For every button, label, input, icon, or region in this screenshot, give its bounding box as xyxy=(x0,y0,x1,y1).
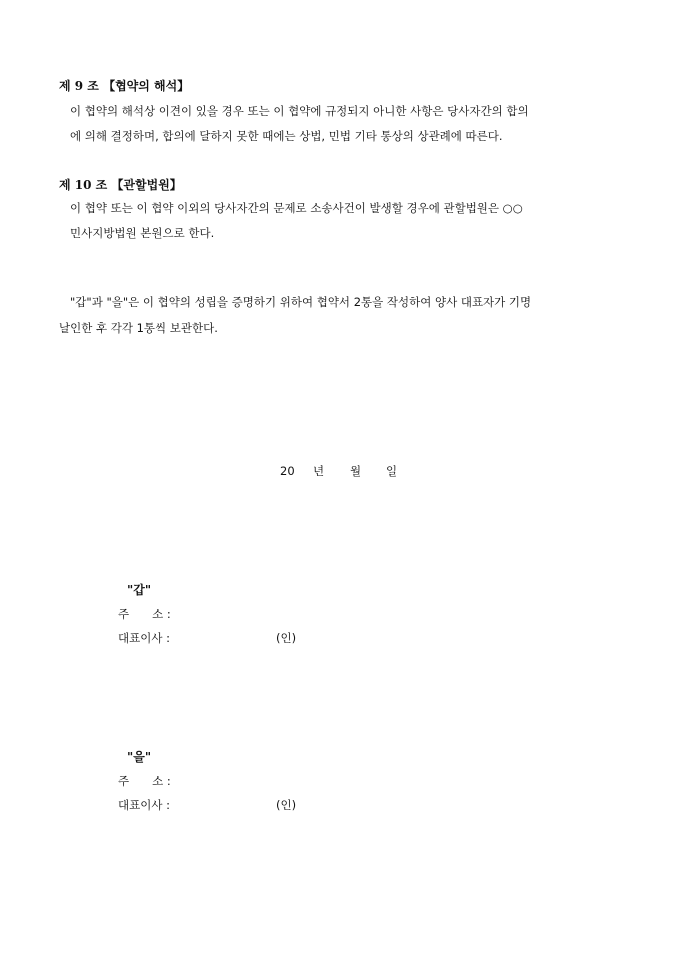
article-9-line-1: 이 협약의 해석상 이견이 있을 경우 또는 이 협약에 규정되지 아니한 사항은 당사자간의 합의 xyxy=(70,104,529,118)
article-10-line-1: 이 협약 또는 이 협약 이외의 당사자간의 문제로 소송사건이 발생할 경우에 관할법원은 ○○ xyxy=(70,201,523,215)
party-b-seal-mark: (인) xyxy=(276,798,297,812)
date-month-unit: 월 xyxy=(350,464,362,478)
party-b-address-label: 주 소 : xyxy=(118,774,171,788)
article-9-heading: 제 9 조 【협약의 해석】 xyxy=(59,79,190,93)
closing-line-2: 날인한 후 각각 1통씩 보관한다. xyxy=(59,321,218,335)
date-day-unit: 일 xyxy=(386,464,398,478)
party-a-title: "갑" xyxy=(127,583,152,597)
party-a-seal-mark: (인) xyxy=(276,631,297,645)
article-10-heading: 제 10 조 【관할법원】 xyxy=(59,178,182,192)
date-year-prefix: 20 xyxy=(280,464,295,478)
closing-line-1: "갑"과 "을"은 이 협약의 성립을 증명하기 위하여 협약서 2통을 작성하여 양사 대표자가 기명 xyxy=(70,295,532,309)
party-a-address-label: 주 소 : xyxy=(118,607,171,621)
party-b-title: "을" xyxy=(127,750,152,764)
date-year-unit: 년 xyxy=(313,464,325,478)
party-b-representative-label: 대표이사 : xyxy=(118,798,170,812)
party-a-representative-label: 대표이사 : xyxy=(118,631,170,645)
article-9-line-2: 에 의해 결정하며, 합의에 달하지 못한 때에는 상법, 민법 기타 통상의 상관례에 따른다. xyxy=(70,129,503,143)
article-10-line-2: 민사지방법원 본원으로 한다. xyxy=(70,226,215,240)
